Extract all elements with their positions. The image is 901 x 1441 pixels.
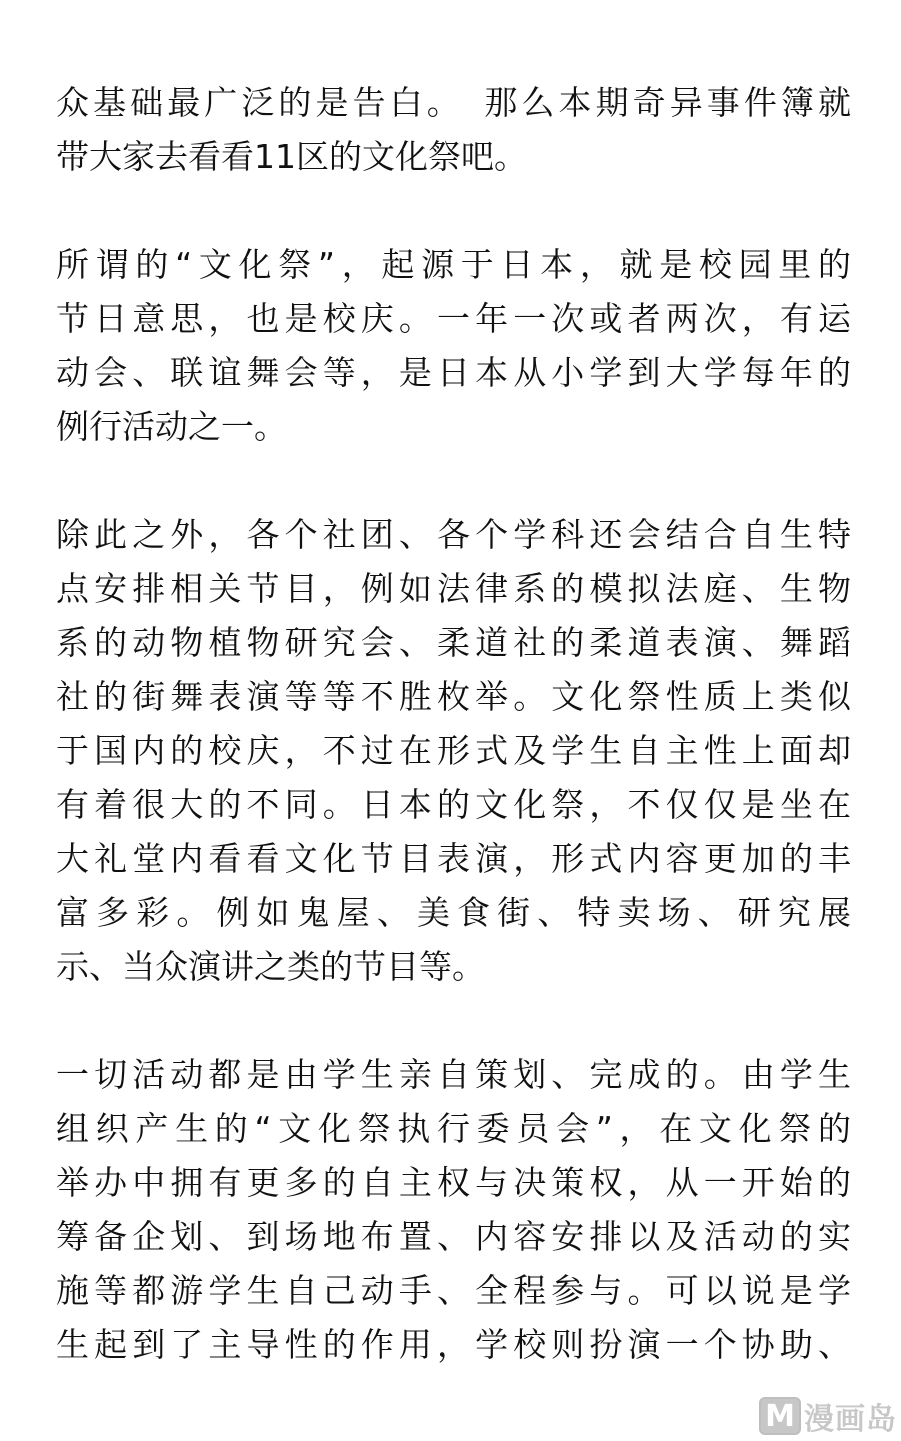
text-line: 大礼堂内看看文化节目表演，形式内容更加的丰: [56, 839, 851, 878]
paragraph-2: [56, 238, 851, 454]
text-line: 一切活动都是由学生亲自策划、完成的。由学生: [56, 1055, 851, 1094]
paragraph-4: [56, 1048, 851, 1372]
text-line: 有着很大的不同。日本的文化祭，不仅仅是坐在: [56, 785, 851, 824]
text-line: 系的动物植物研究会、柔道社的柔道表演、舞蹈: [56, 623, 851, 662]
text-line: 例行活动之一。: [56, 407, 287, 446]
text-line: 社的街舞表演等等不胜枚举。文化祭性质上类似: [56, 677, 851, 716]
text-line: 筹备企划、到场地布置、内容安排以及活动的实: [56, 1217, 851, 1256]
text-line: 点安排相关节目，例如法律系的模拟法庭、生物: [56, 569, 851, 608]
text-line: 富多彩。例如鬼屋、美食街、特卖场、研究展: [56, 893, 851, 932]
text-line: 除此之外，各个社团、各个学科还会结合自生特: [56, 515, 851, 554]
paragraph-3: [56, 508, 851, 994]
text-line: 施等都游学生自己动手、全程参与。可以说是学: [56, 1271, 851, 1310]
text-line: 举办中拥有更多的自主权与决策权，从一开始的: [56, 1163, 851, 1202]
text-line: 所谓的“文化祭”，起源于日本，就是校园里的: [56, 245, 851, 284]
text-line: 于国内的校庆，不过在形式及学生自主性上面却: [56, 731, 851, 770]
text-line: 节日意思，也是校庆。一年一次或者两次，有运: [56, 299, 851, 338]
m-logo-icon: M: [759, 1397, 801, 1435]
text-line: 生起到了主导性的作用，学校则扮演一个协助、: [56, 1325, 851, 1364]
watermark-text: 漫画岛: [804, 1402, 897, 1437]
text-line: 示、当众演讲之类的节目等。: [56, 947, 485, 986]
text-line: 带大家去看看11区的文化祭吧。: [56, 137, 527, 176]
article-body: [56, 76, 851, 1426]
text-line: 众基础最广泛的是告白。 那么本期奇异事件簿就: [56, 83, 851, 122]
watermark: [759, 1394, 897, 1438]
text-line: 组织产生的“文化祭执行委员会”，在文化祭的: [56, 1109, 851, 1148]
paragraph-1: [56, 76, 851, 184]
text-line: 动会、联谊舞会等，是日本从小学到大学每年的: [56, 353, 851, 392]
